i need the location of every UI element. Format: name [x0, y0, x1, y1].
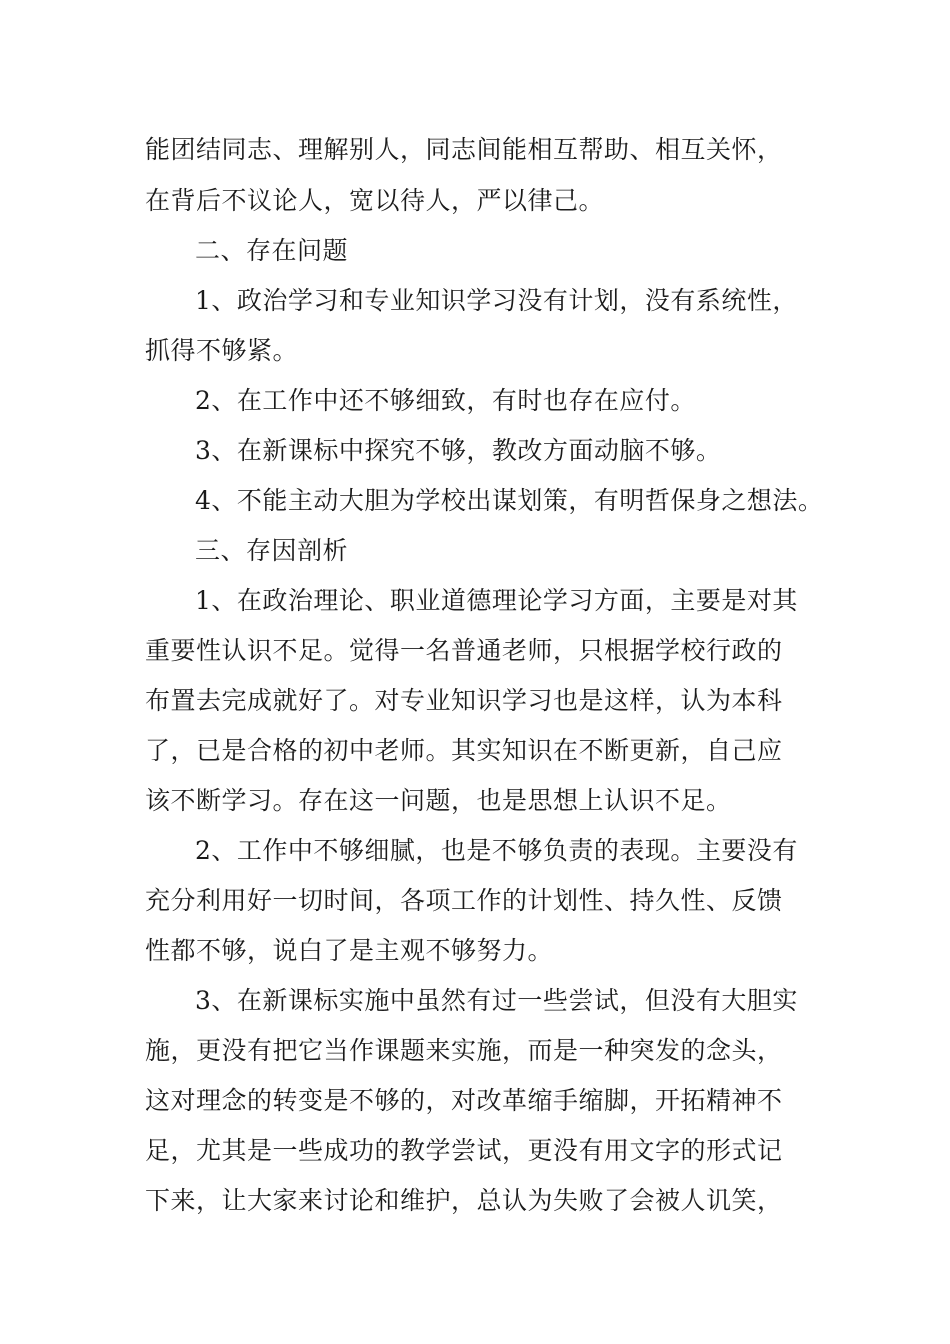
section-heading: 二、存在问题: [195, 236, 349, 265]
text-line: 1、政治学习和专业知识学习没有计划，没有系统性，: [195, 286, 798, 315]
text-line: 在背后不议论人，宽以待人，严以律己。: [145, 186, 605, 215]
text-line: 3、在新课标实施中虽然有过一些尝试，但没有大胆实: [195, 986, 798, 1015]
text-line: 1、在政治理论、职业道德理论学习方面，主要是对其: [195, 586, 798, 615]
text-line: 布置去完成就好了。对专业知识学习也是这样，认为本科: [145, 686, 783, 715]
text-line: 2、工作中不够细腻，也是不够负责的表现。主要没有: [195, 836, 798, 865]
text-line: 重要性认识不足。觉得一名普通老师，只根据学校行政的: [145, 636, 783, 665]
text-line: 足，尤其是一些成功的教学尝试，更没有用文字的形式记: [145, 1136, 783, 1165]
text-line: 下来，让大家来讨论和维护，总认为失败了会被人讥笑，: [145, 1186, 783, 1215]
text-line: 施，更没有把它当作课题来实施，而是一种突发的念头，: [145, 1036, 783, 1065]
text-line: 4、不能主动大胆为学校出谋划策，有明哲保身之想法。: [195, 486, 824, 515]
text-line: 抓得不够紧。: [145, 336, 299, 365]
text-line: 2、在工作中还不够细致，有时也存在应付。: [195, 386, 696, 415]
text-line: 该不断学习。存在这一问题，也是思想上认识不足。: [145, 786, 732, 815]
text-line: 了，已是合格的初中老师。其实知识在不断更新，自己应: [145, 736, 783, 765]
text-line: 这对理念的转变是不够的，对改革缩手缩脚，开拓精神不: [145, 1086, 783, 1115]
text-line: 能团结同志、理解别人，同志间能相互帮助、相互关怀，: [145, 135, 783, 164]
text-line: 性都不够，说白了是主观不够努力。: [145, 936, 554, 965]
text-line: 充分利用好一切时间，各项工作的计划性、持久性、反馈: [145, 886, 783, 915]
section-heading: 三、存因剖析: [195, 536, 349, 565]
text-line: 3、在新课标中探究不够，教改方面动脑不够。: [195, 436, 722, 465]
